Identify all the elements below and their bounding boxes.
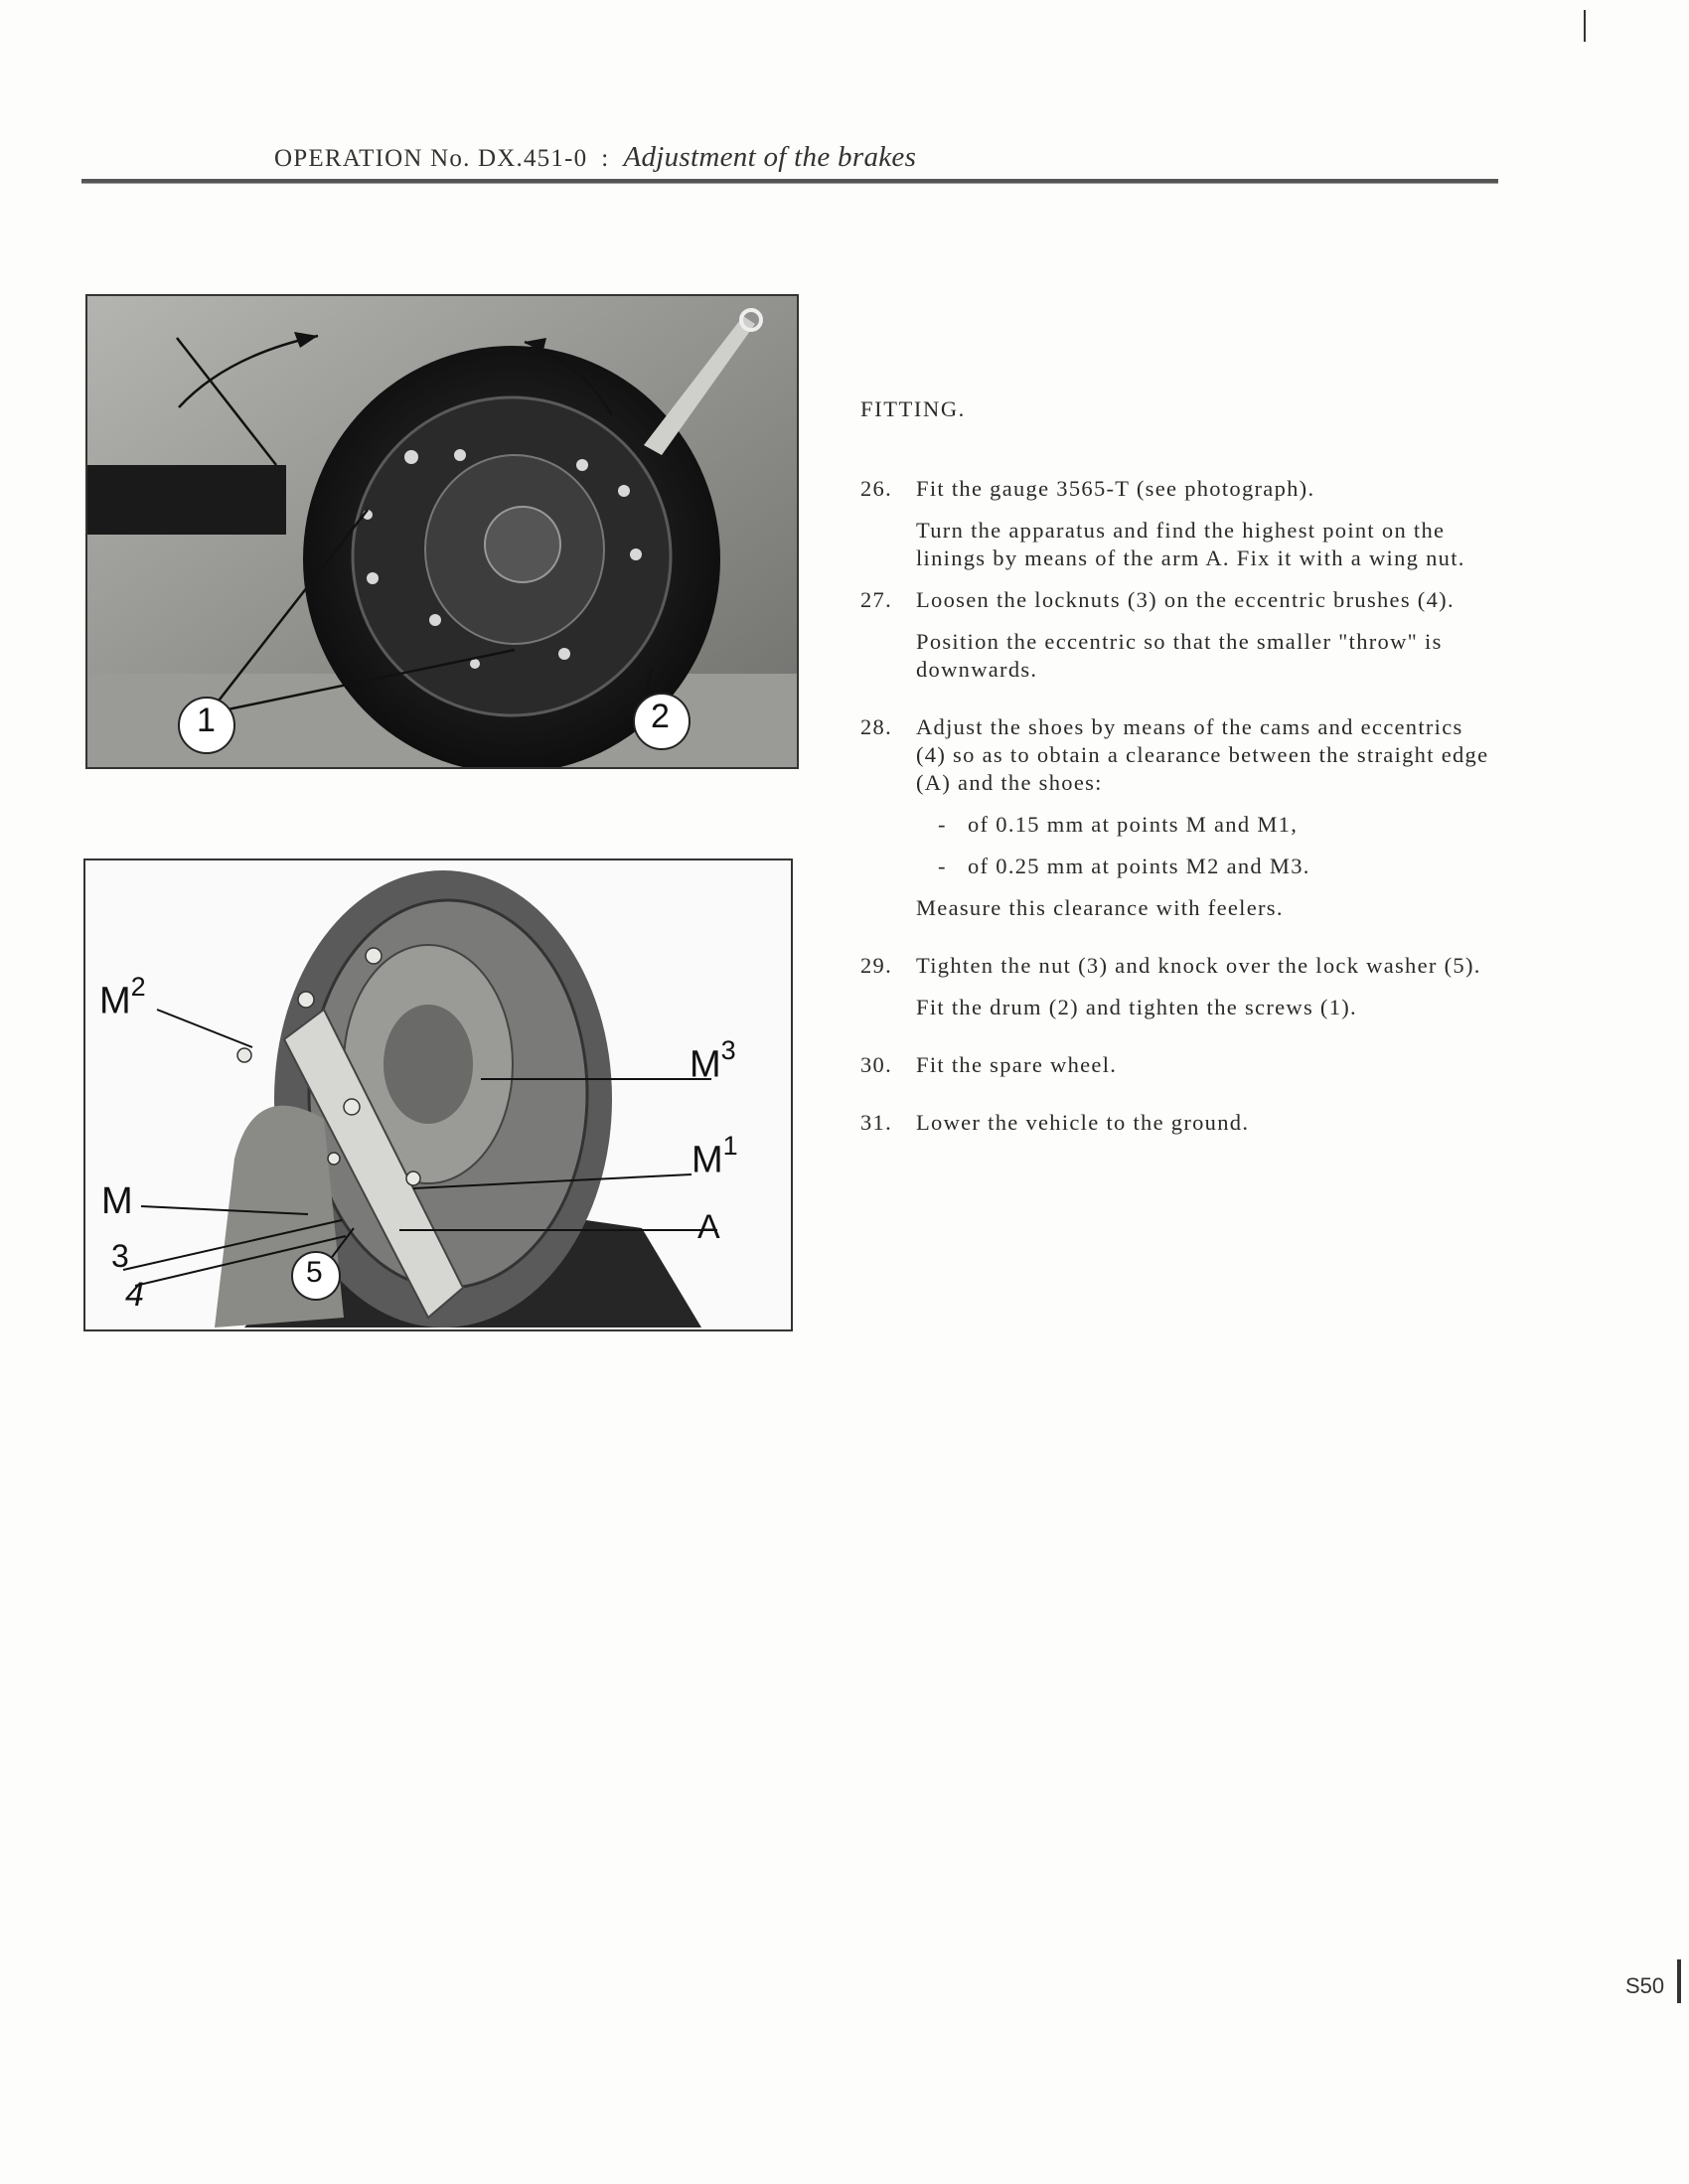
instructions	[860, 395, 1496, 1151]
bullet-item: - of 0.15 mm at points M and M1,	[938, 812, 1299, 837]
callout-4: 4	[125, 1276, 144, 1314]
brake-drum-photo	[85, 294, 799, 769]
binding-edge-mark	[1677, 1959, 1681, 2003]
bullet-item: - of 0.25 mm at points M2 and M3.	[938, 854, 1310, 878]
step-number: 30.	[860, 1052, 893, 1077]
step-text: Fit the drum (2) and tighten the screws (1).	[916, 995, 1357, 1019]
step-text: Lower the vehicle to the ground.	[916, 1110, 1250, 1135]
step-text: Position the eccentric so that the smaller "throw" is downwards.	[916, 629, 1443, 682]
step-text: Adjust the shoes by means of the cams and eccentrics (4) so as to obtain a clearance between the straight edge (A) and the shoes:	[916, 714, 1489, 795]
gauge-clearance-photo	[83, 858, 793, 1331]
step-number: 27.	[860, 587, 893, 612]
page-number: S50	[1625, 1973, 1665, 1998]
step-number: 28.	[860, 714, 893, 739]
step-29	[860, 952, 1496, 1021]
step-number: 26.	[860, 476, 893, 501]
page-title: Adjustment of the brakes	[623, 141, 917, 173]
step-text: Fit the spare wheel.	[916, 1052, 1118, 1077]
header-separator: :	[601, 145, 610, 172]
step-text: Turn the apparatus and find the highest point on the linings by means of the arm A. Fix it with a wing nut.	[916, 518, 1465, 570]
step-text: Fit the gauge 3565-T (see photograph).	[916, 476, 1315, 501]
callout-a: A	[697, 1208, 720, 1246]
step-31	[860, 1109, 1496, 1137]
callout-3: 3	[111, 1238, 129, 1274]
step-27	[860, 586, 1496, 684]
step-text: Loosen the locknuts (3) on the eccentric brushes (4).	[916, 587, 1455, 612]
callout-m1: $M^1$	[691, 1131, 738, 1181]
step-30	[860, 1051, 1496, 1079]
callout-m: M	[101, 1180, 133, 1222]
top-edge-mark	[1584, 10, 1586, 42]
callout-m3: $M^3$	[690, 1035, 736, 1086]
page-header	[274, 141, 1407, 174]
step-text: Measure this clearance with feelers.	[916, 895, 1284, 920]
section-title: FITTING.	[860, 396, 966, 421]
step-text: Tighten the nut (3) and knock over the lock washer (5).	[916, 953, 1481, 978]
callout-1: 1	[197, 702, 216, 739]
callout-2: 2	[651, 698, 670, 735]
operation-number: OPERATION No. DX.451-0	[274, 145, 588, 172]
step-28	[860, 713, 1496, 922]
header-rule	[81, 179, 1498, 184]
callout-5: 5	[306, 1256, 323, 1289]
step-number: 31.	[860, 1110, 893, 1135]
step-26	[860, 475, 1496, 572]
step-number: 29.	[860, 953, 893, 978]
callout-m2: $M^2$	[99, 972, 146, 1022]
